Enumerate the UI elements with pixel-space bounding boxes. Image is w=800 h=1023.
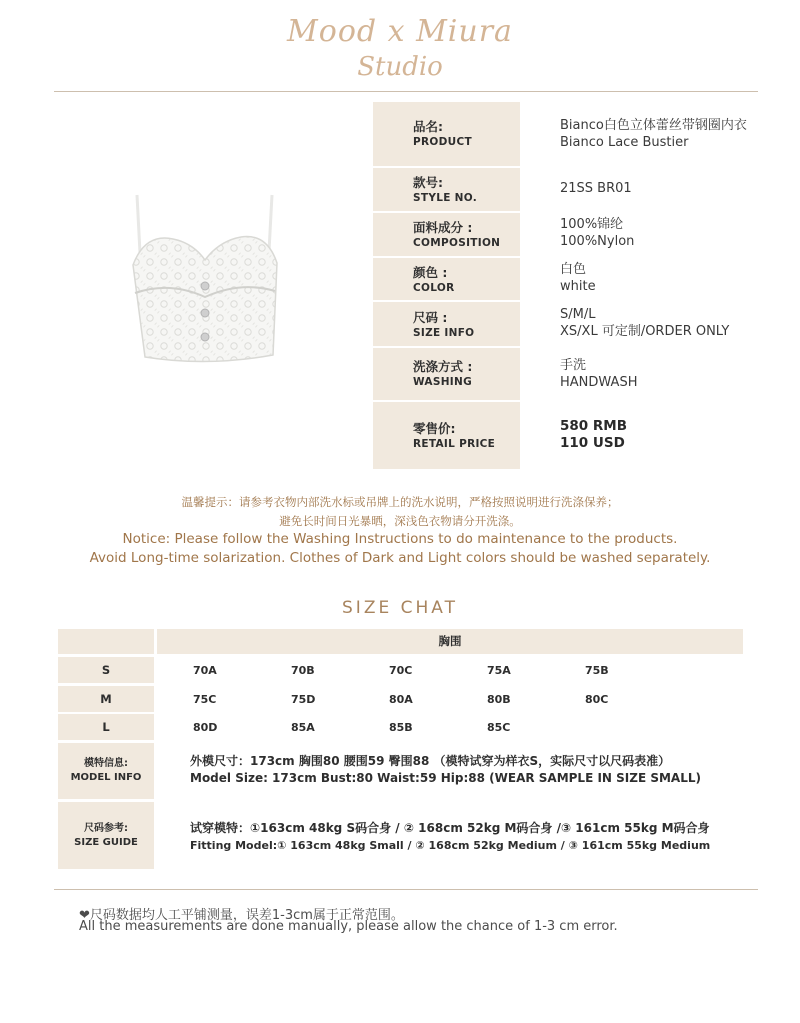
size-chart-corner bbox=[58, 629, 154, 654]
model-info-zh: 外模尺寸：173cm 胸围80 腰围59 臀围88 （模特试穿为样衣S，实际尺寸以尺码表准） bbox=[190, 754, 671, 768]
size-cell: 75D bbox=[291, 693, 316, 706]
size-cell: 80D bbox=[193, 721, 218, 734]
size-cell: 80B bbox=[487, 693, 511, 706]
size-cell: 75B bbox=[585, 664, 609, 677]
model-info-label: 模特信息: MODEL INFO bbox=[58, 743, 154, 799]
size-chart-header: 胸围 bbox=[157, 629, 743, 654]
notice-zh-line1: 温馨提示：请参考衣物内部洗水标或吊牌上的洗水说明，严格按照说明进行洗涤保养； bbox=[181, 495, 619, 509]
spec-value-style: 21SS BR01 bbox=[560, 181, 632, 196]
size-guide-label: 尺码参考: SIZE GUIDE bbox=[58, 802, 154, 869]
product-image bbox=[115, 185, 295, 385]
size-cell: 75C bbox=[193, 693, 217, 706]
spec-value-product: Bianco白色立体蕾丝带钢圈内衣 Bianco Lace Bustier bbox=[560, 118, 747, 150]
size-chart-title: SIZE CHAT bbox=[342, 598, 458, 618]
size-cell: 70C bbox=[389, 664, 413, 677]
spec-value-composition: 100%锦纶 100%Nylon bbox=[560, 217, 635, 249]
size-guide-zh: 试穿模特：①163cm 48kg S码合身 / ② 168cm 52kg M码合身 /③ 161cm 55kg M码合身 bbox=[190, 821, 710, 835]
spec-value-price: 580 RMB 110 USD bbox=[560, 418, 627, 451]
size-cell: 85B bbox=[389, 721, 413, 734]
spec-value-color: 白色 white bbox=[560, 262, 596, 294]
spec-value-washing: 手洗 HANDWASH bbox=[560, 358, 638, 390]
notice-en-line2: Avoid Long-time solarization. Clothes of Dark and Light colors should be washed separately. bbox=[89, 550, 711, 566]
top-divider bbox=[54, 91, 758, 92]
spec-value-size: S/M/L XS/XL 可定制/ORDER ONLY bbox=[560, 307, 730, 339]
size-cell: 80C bbox=[585, 693, 609, 706]
notice-zh-line2: 避免长时间日光暴晒，深浅色衣物请分开洗涤。 bbox=[279, 514, 521, 528]
size-cell: 85A bbox=[291, 721, 315, 734]
size-guide-en: Fitting Model:① 163cm 48kg Small / ② 168cm 52kg Medium / ③ 161cm 55kg Medium bbox=[190, 839, 711, 852]
size-cell: 75A bbox=[487, 664, 511, 677]
model-info-en: Model Size: 173cm Bust:80 Waist:59 Hip:88 (WEAR SAMPLE IN SIZE SMALL) bbox=[190, 771, 701, 785]
size-cell: 70B bbox=[291, 664, 315, 677]
size-label-l: L bbox=[58, 714, 154, 740]
size-cell: 70A bbox=[193, 664, 217, 677]
notice-en-line1: Notice: Please follow the Washing Instructions to do maintenance to the products. bbox=[122, 531, 678, 547]
size-cell: 80A bbox=[389, 693, 413, 706]
spec-label-price: 零售价: RETAIL PRICE bbox=[373, 402, 520, 469]
spec-label-size: 尺码 : SIZE INFO bbox=[373, 302, 520, 346]
brand-logo-line1: Mood x Miura bbox=[287, 14, 513, 49]
brand-logo-line2: Studio bbox=[357, 52, 443, 82]
size-label-m: M bbox=[58, 686, 154, 712]
footer-note-en: All the measurements are done manually, please allow the chance of 1-3 cm error. bbox=[79, 919, 618, 934]
spec-label-washing: 洗涤方式 : WASHING bbox=[373, 348, 520, 400]
spec-label-product: 品名: PRODUCT bbox=[373, 102, 520, 166]
footer-note-zh: ❤尺码数据均人工平铺测量，误差1-3cm属于正常范围。 bbox=[79, 908, 404, 923]
size-cell: 85C bbox=[487, 721, 511, 734]
bottom-divider bbox=[54, 889, 758, 890]
spec-label-composition: 面料成分 : COMPOSITION bbox=[373, 213, 520, 256]
spec-label-style: 款号: STYLE NO. bbox=[373, 168, 520, 211]
size-label-s: S bbox=[58, 657, 154, 683]
spec-label-color: 颜色 : COLOR bbox=[373, 258, 520, 300]
